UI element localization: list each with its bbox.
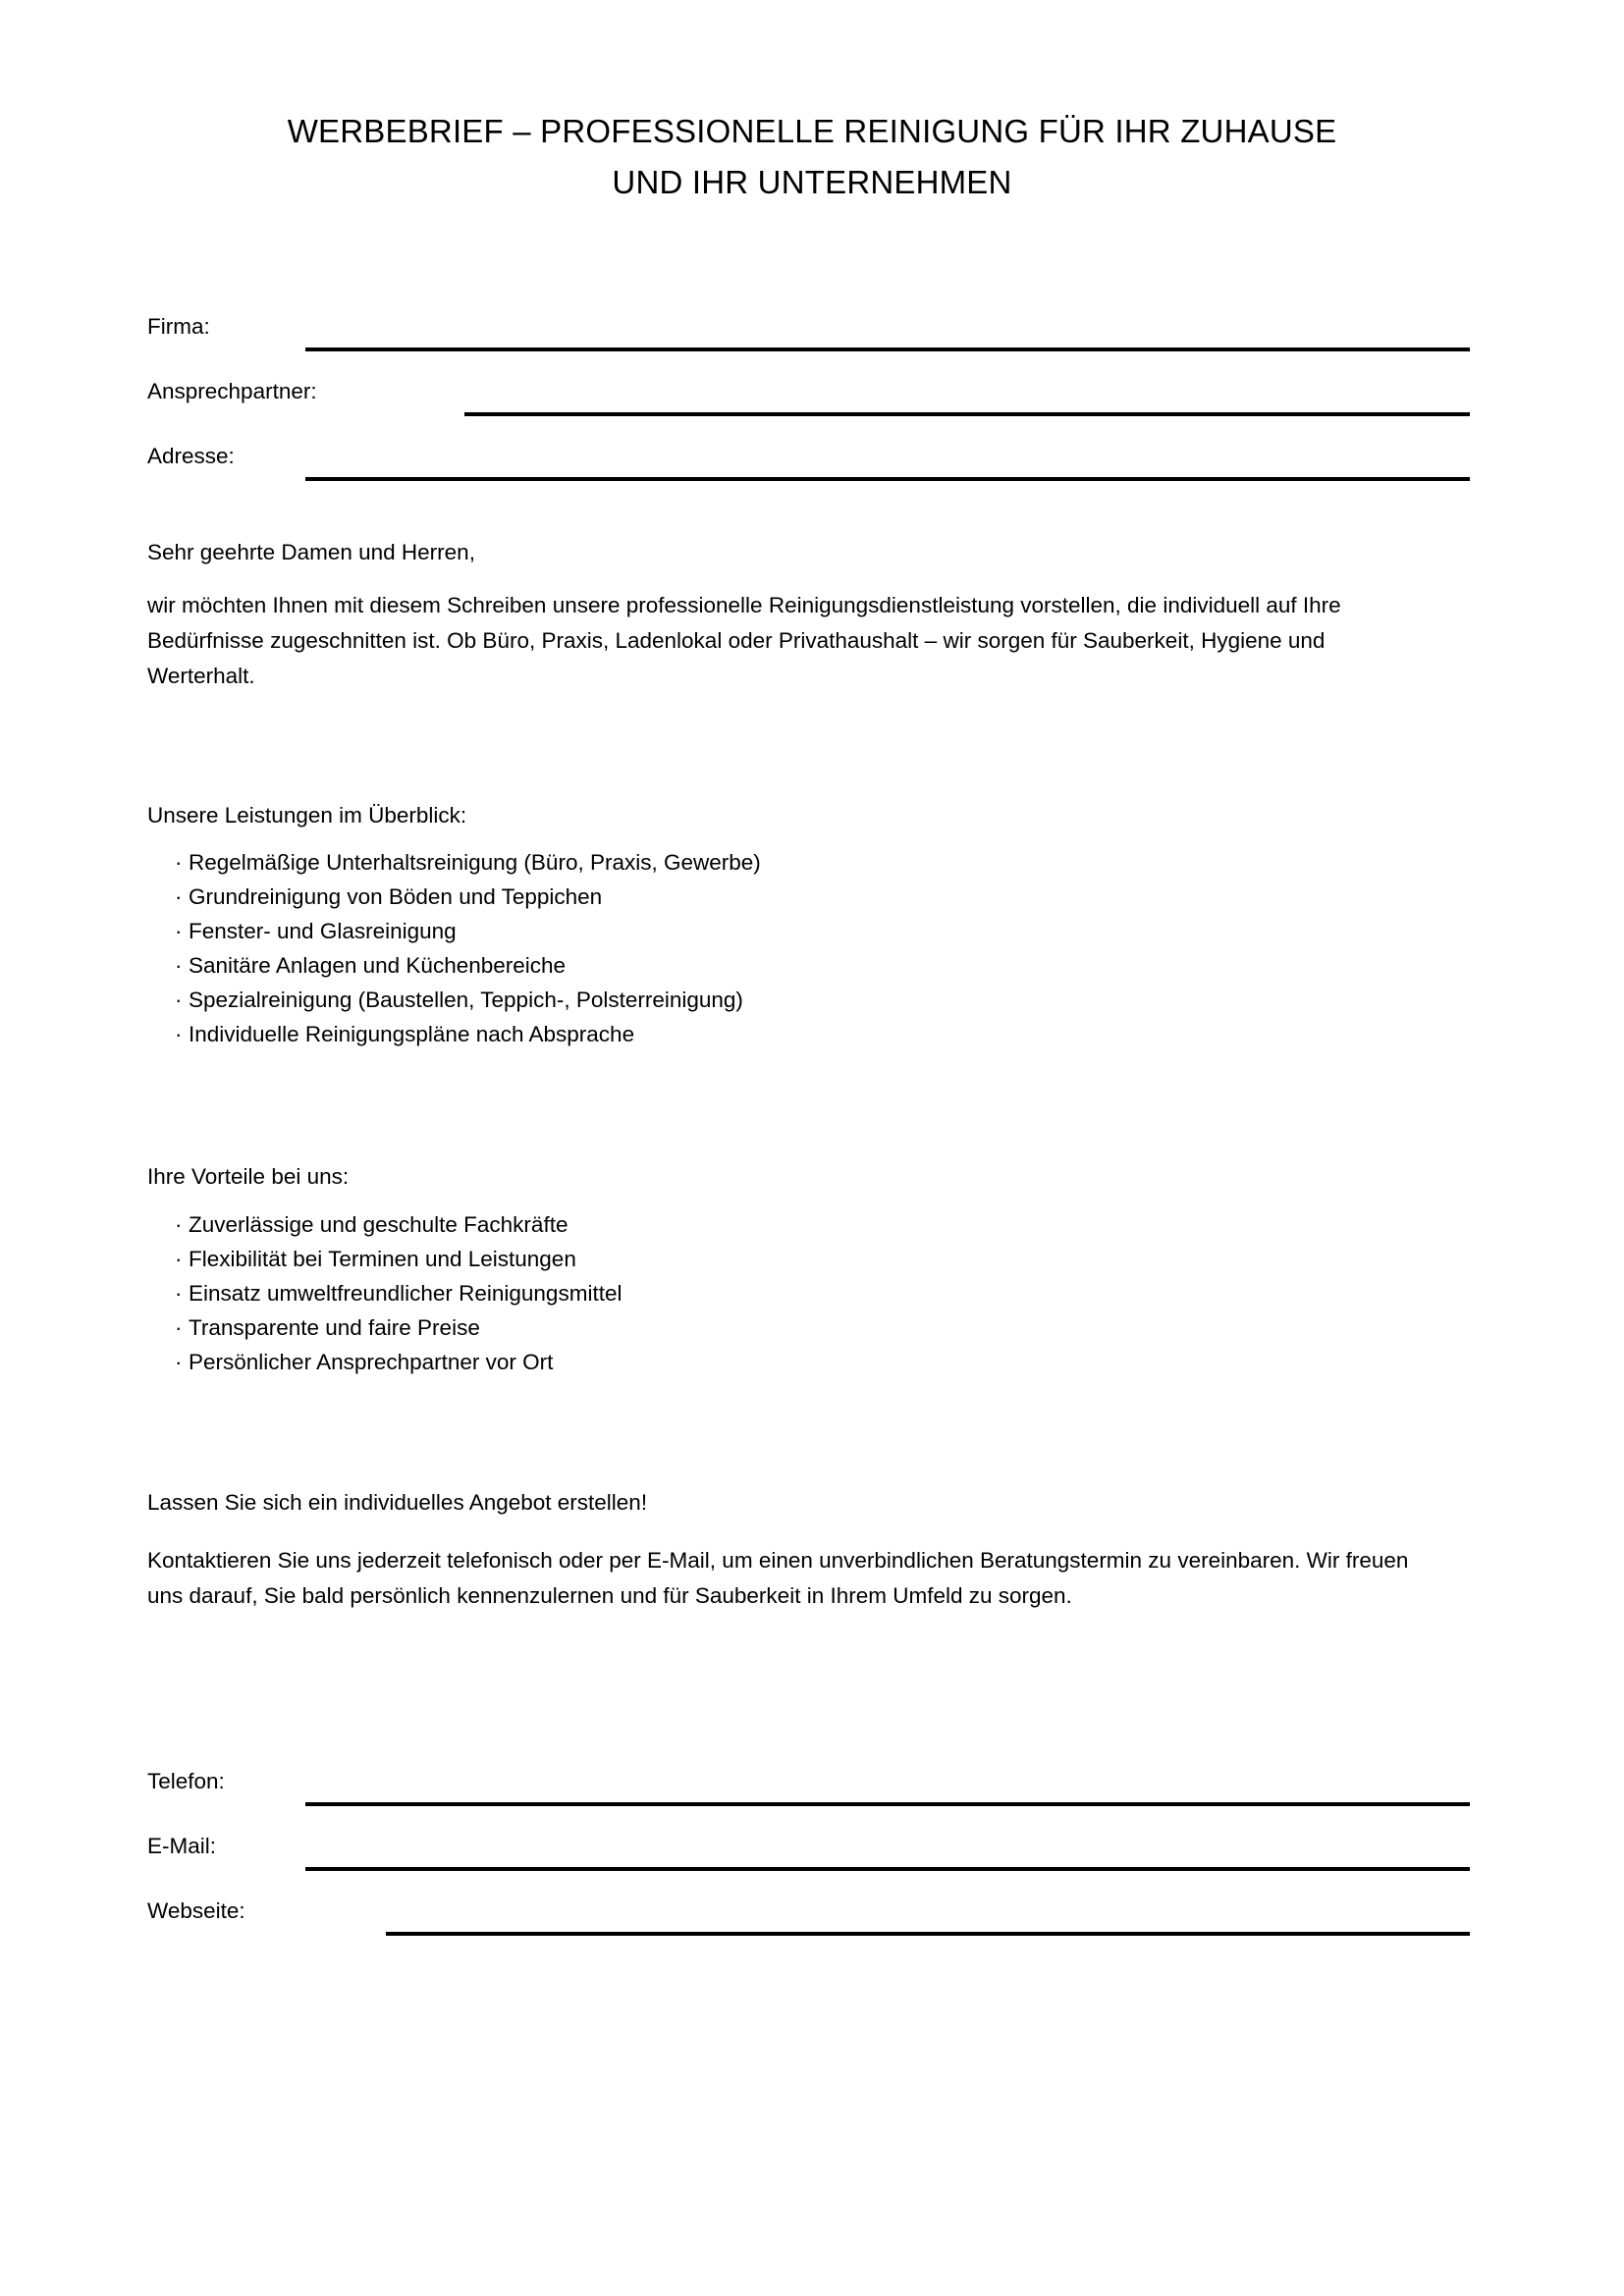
salutation: Sehr geehrte Damen und Herren,	[147, 540, 475, 564]
field-line-telefon[interactable]	[305, 1802, 1470, 1806]
bullet-icon: ·	[175, 1281, 183, 1306]
field-label-ansprechpartner: Ansprechpartner:	[147, 379, 317, 403]
list-item	[175, 1242, 622, 1276]
field-row-webseite	[147, 1896, 1470, 1936]
bullet-icon: ·	[175, 1212, 183, 1237]
page-title	[147, 106, 1477, 208]
list-item-label: Fenster- und Glasreinigung	[189, 919, 457, 943]
list-item-label: Grundreinigung von Böden und Teppichen	[189, 884, 603, 909]
field-label-firma: Firma:	[147, 314, 210, 339]
field-row-firma	[147, 312, 1470, 351]
page-title-line-2: UND IHR UNTERNEHMEN	[612, 164, 1012, 200]
field-row-email	[147, 1832, 1470, 1871]
list-item-label: Einsatz umweltfreundlicher Reinigungsmittel	[189, 1281, 623, 1306]
field-label-webseite: Webseite:	[147, 1898, 245, 1923]
bullet-icon: ·	[175, 1315, 183, 1340]
bullet-icon: ·	[175, 988, 183, 1012]
list-item	[175, 1207, 622, 1242]
intro-paragraph: wir möchten Ihnen mit diesem Schreiben unsere professionelle Reinigungsdienstleistung vorstellen, die individuell auf Ihre Bedürfnisse zugeschnitten ist. Ob Büro, Praxis, Ladenlokal oder Privathaushalt – wir sorgen für Sauberkeit, Hygiene und Werterhalt.	[147, 593, 1341, 688]
field-line-adresse[interactable]	[305, 477, 1470, 481]
list-item	[175, 1310, 622, 1345]
cta-headline: Lassen Sie sich ein individuelles Angebot erstellen!	[147, 1490, 648, 1515]
bullet-icon: ·	[175, 1350, 183, 1374]
advantages-heading: Ihre Vorteile bei uns:	[147, 1164, 350, 1189]
field-line-webseite[interactable]	[386, 1932, 1470, 1936]
bullet-icon: ·	[175, 919, 183, 943]
list-item	[175, 983, 761, 1017]
list-item-label: Flexibilität bei Terminen und Leistungen	[189, 1247, 576, 1271]
list-item-label: Transparente und faire Preise	[189, 1315, 480, 1340]
field-line-email[interactable]	[305, 1867, 1470, 1871]
list-item-label: Regelmäßige Unterhaltsreinigung (Büro, Praxis, Gewerbe)	[189, 850, 761, 875]
field-label-telefon: Telefon:	[147, 1769, 225, 1793]
list-item	[175, 948, 761, 983]
bullet-icon: ·	[175, 1247, 183, 1271]
bullet-icon: ·	[175, 850, 183, 875]
cta-paragraph: Kontaktieren Sie uns jederzeit telefonisch oder per E-Mail, um einen unverbindlichen Beratungstermin zu vereinbaren. Wir freuen uns darauf, Sie bald persönlich kennenzulernen und für Sauberkeit in Ihrem Umfeld zu sorgen.	[147, 1548, 1409, 1608]
list-item	[175, 1017, 761, 1051]
field-row-ansprechpartner	[147, 377, 1470, 416]
bullet-icon: ·	[175, 884, 183, 909]
list-item	[175, 914, 761, 948]
field-row-telefon	[147, 1767, 1470, 1806]
services-list	[175, 845, 761, 1051]
list-item-label: Persönlicher Ansprechpartner vor Ort	[189, 1350, 554, 1374]
list-item	[175, 1345, 622, 1379]
list-item	[175, 845, 761, 880]
list-item	[175, 1276, 622, 1310]
bullet-icon: ·	[175, 1022, 183, 1046]
advantages-list	[175, 1207, 622, 1379]
field-line-ansprechpartner[interactable]	[464, 412, 1470, 416]
bullet-icon: ·	[175, 953, 183, 978]
list-item-label: Sanitäre Anlagen und Küchenbereiche	[189, 953, 567, 978]
field-line-firma[interactable]	[305, 347, 1470, 351]
list-item	[175, 880, 761, 914]
page-title-line-1: WERBEBRIEF – PROFESSIONELLE REINIGUNG FÜR IHR ZUHAUSE	[287, 113, 1337, 149]
services-heading: Unsere Leistungen im Überblick:	[147, 803, 467, 828]
list-item-label: Individuelle Reinigungspläne nach Absprache	[189, 1022, 635, 1046]
field-label-adresse: Adresse:	[147, 444, 235, 468]
field-label-email: E-Mail:	[147, 1834, 217, 1858]
list-item-label: Spezialreinigung (Baustellen, Teppich-, Polsterreinigung)	[189, 988, 743, 1012]
list-item-label: Zuverlässige und geschulte Fachkräfte	[189, 1212, 568, 1237]
field-row-adresse	[147, 442, 1470, 481]
